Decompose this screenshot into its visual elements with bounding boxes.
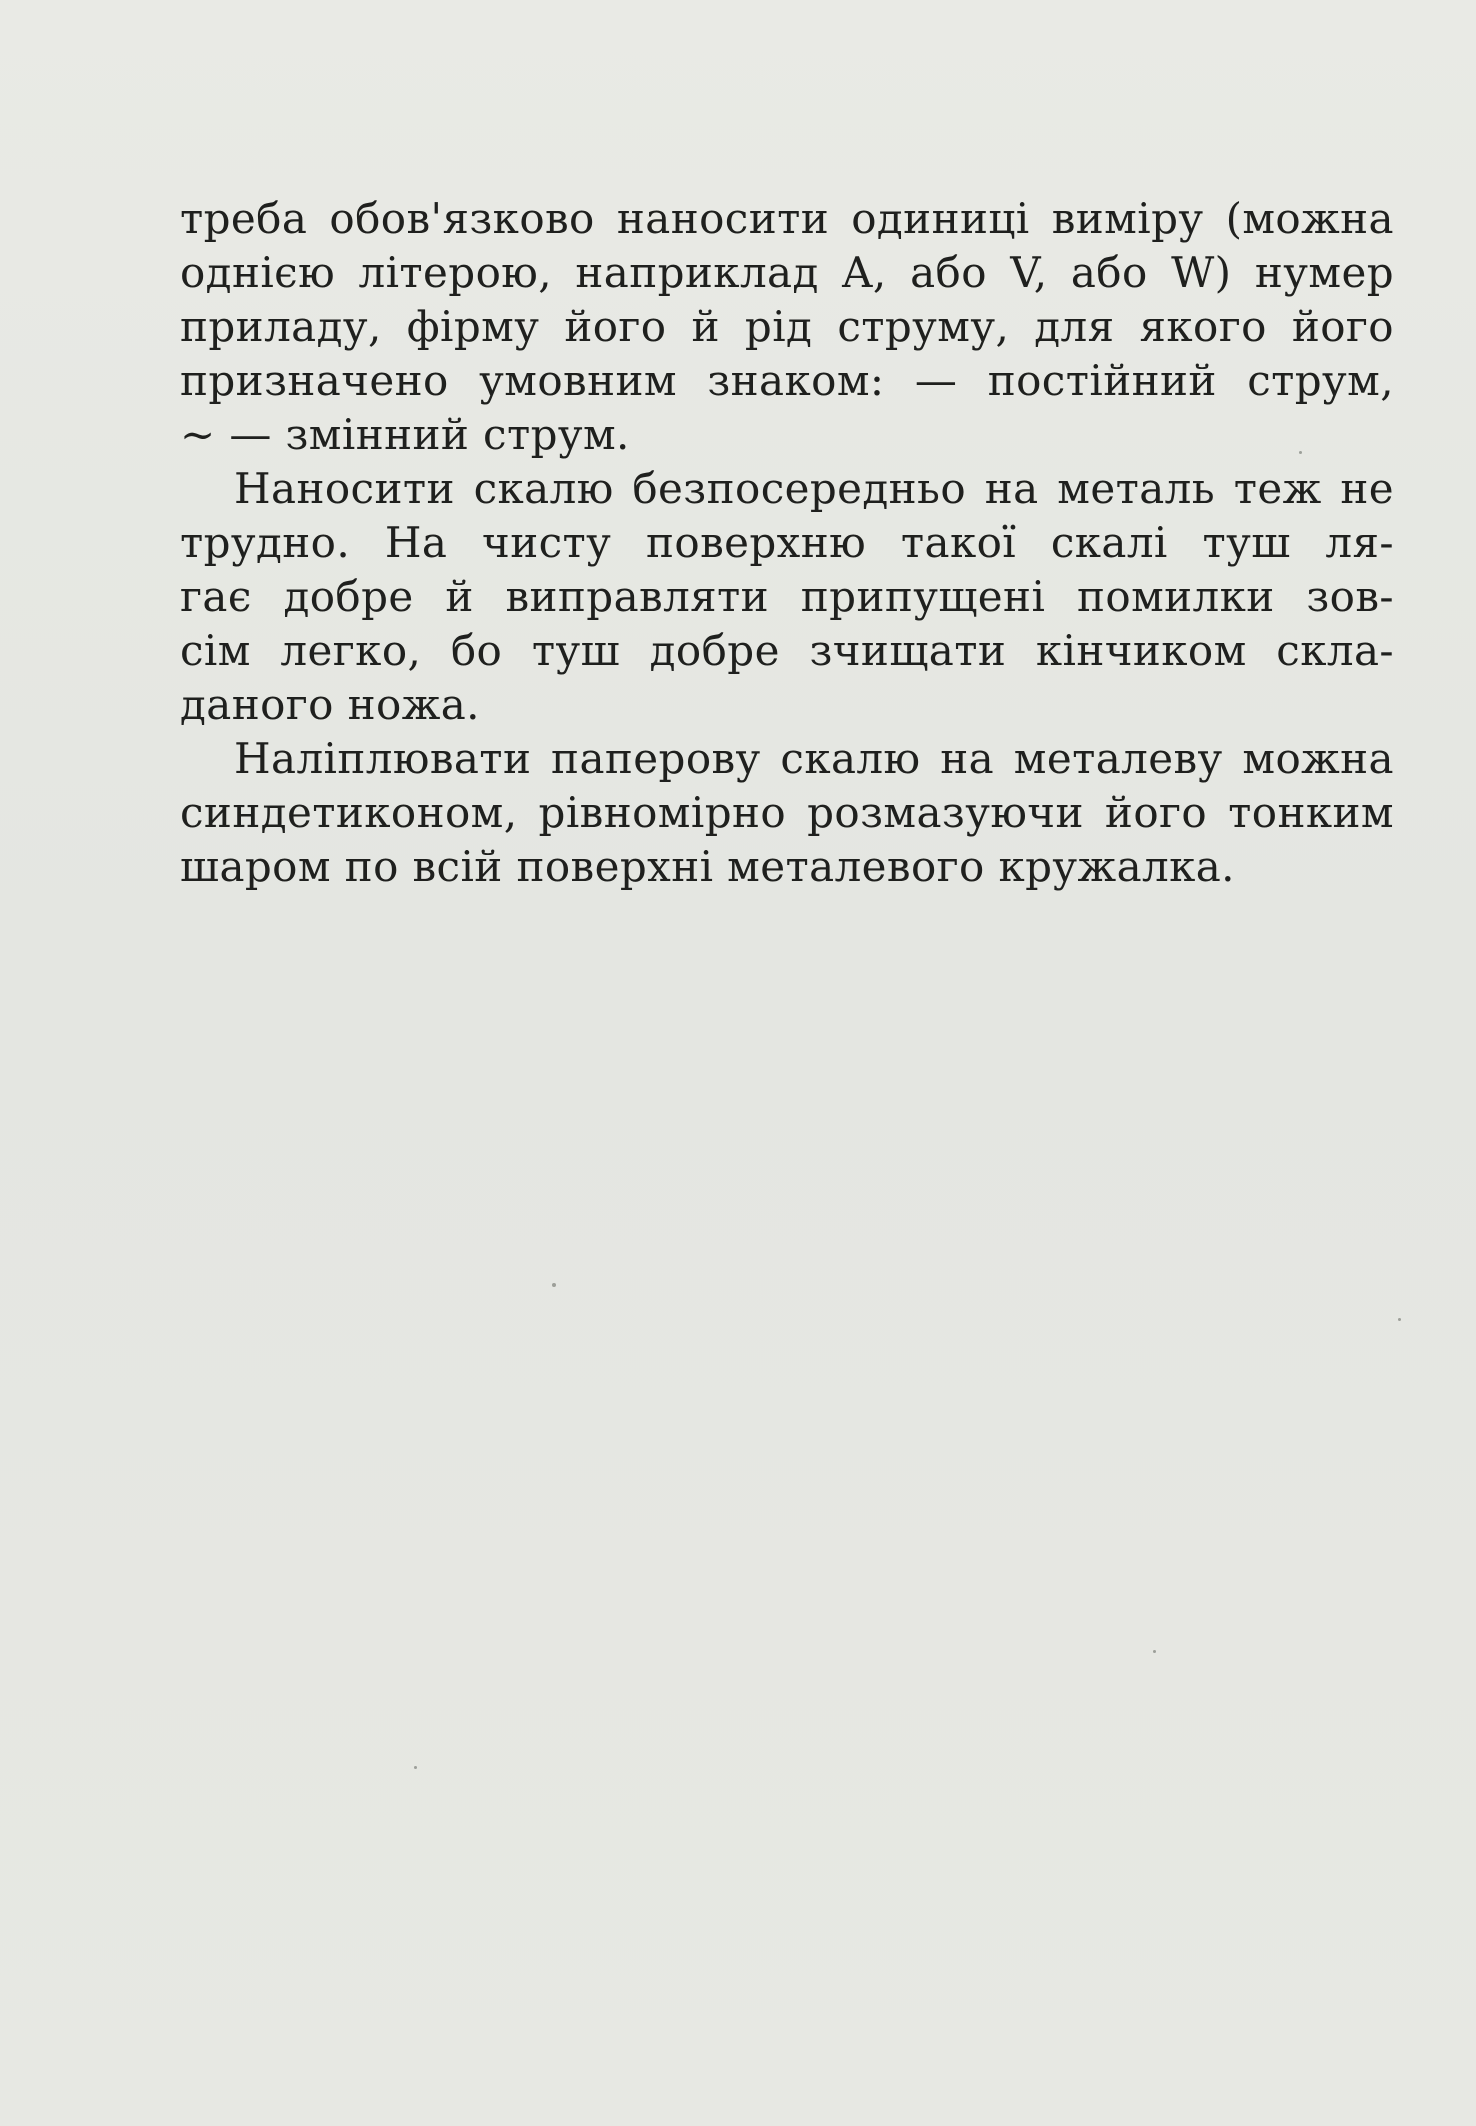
paper-speck [552, 1283, 556, 1287]
paragraph-1-line-2: однією літерою, наприклад A, або V, або W) нумер [180, 248, 1394, 297]
paragraph-2-line-1: Наносити скалю безпосередньо на металь теж не [234, 464, 1394, 513]
paragraph-3-line-1: Наліплювати паперову скалю на металеву можна [234, 734, 1394, 783]
paper-speck [1153, 1650, 1156, 1653]
paragraph-2-line-5: даного ножа. [180, 680, 480, 729]
page-text [180, 192, 1394, 894]
paragraph-1-line-3: приладу, фірму його й рід струму, для якого його [180, 302, 1394, 351]
paper-speck [1299, 451, 1302, 454]
paragraph-1 [180, 192, 1394, 462]
paragraph-1-line-5: ∼ — змінний струм. [180, 410, 630, 459]
paragraph-2-line-4: сім легко, бо туш добре зчищати кінчиком скла- [180, 626, 1394, 675]
paragraph-2-line-2: трудно. На чисту поверхню такої скалі туш ля- [180, 518, 1394, 567]
paragraph-1-line-4: призначено умовним знаком: — постійний струм, [180, 356, 1394, 405]
paragraph-3-line-2: синдетиконом, рівномірно розмазуючи його тонким [180, 788, 1394, 837]
paper-speck [414, 1766, 417, 1769]
paragraph-3 [180, 732, 1394, 894]
paragraph-1-line-1: треба обов'язково наносити одиниці виміру (можна [180, 194, 1394, 243]
paragraph-2 [180, 462, 1394, 732]
paragraph-2-line-3: гає добре й виправляти припущені помилки зов- [180, 572, 1394, 621]
paper-speck [1398, 1318, 1401, 1321]
paragraph-3-line-3: шаром по всій поверхні металевого кружалка. [180, 842, 1235, 891]
